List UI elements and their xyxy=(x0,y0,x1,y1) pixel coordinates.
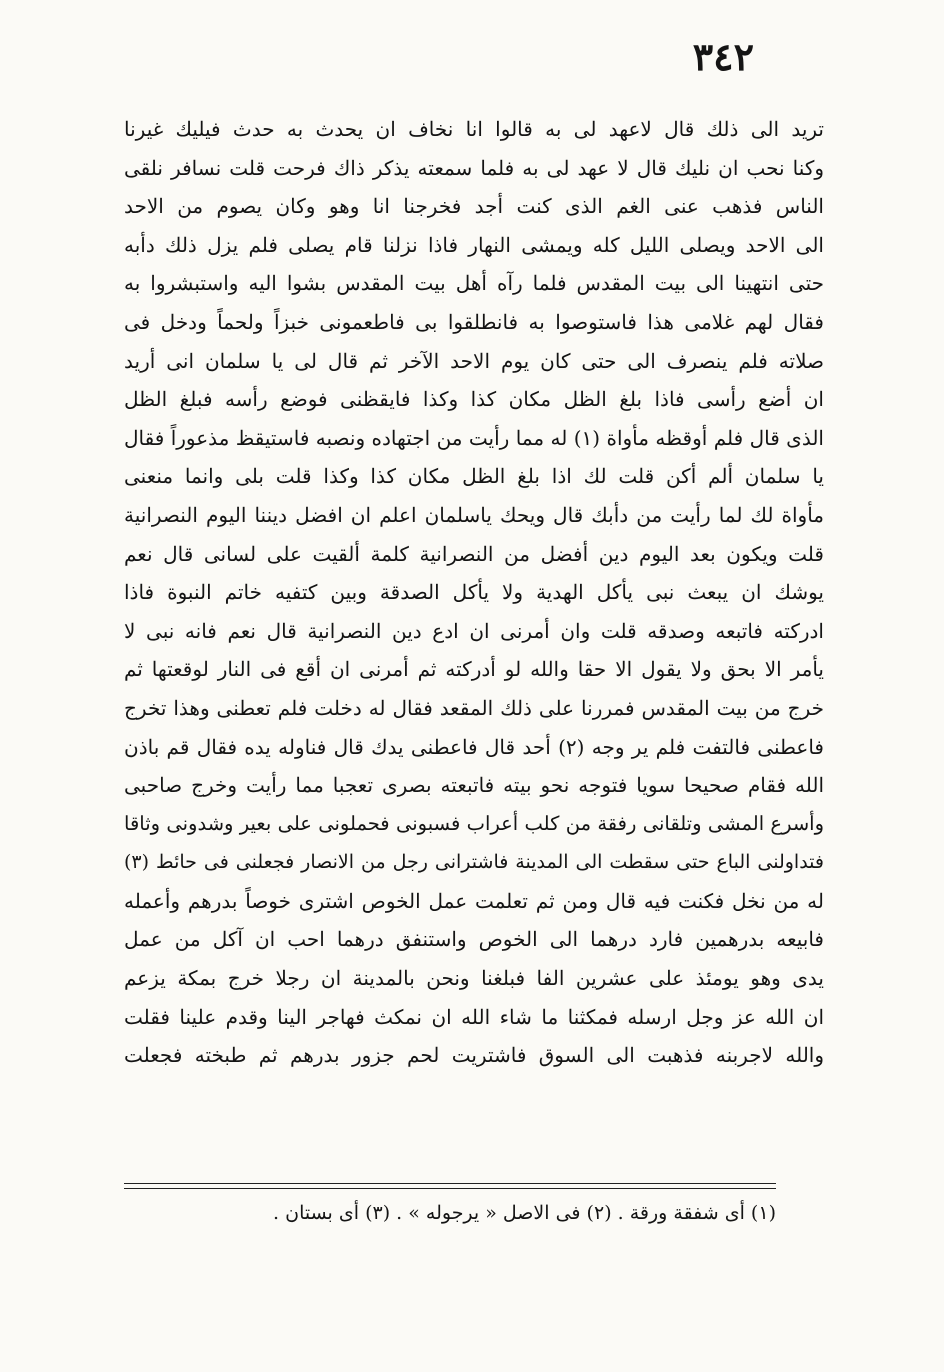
text-line: ادركته فاتبعه وصدقه قلت وان أمرنى ان ادع دين النصرانية قال نعم فانه نبى لا xyxy=(124,618,824,643)
text-line: خرج من بيت المقدس فمررنا على ذلك المقعد فقال له دخلت فلم تعطنى وهذا تخرج xyxy=(124,695,824,720)
text-line: صلاته فلم ينصرف الى حتى كان يوم الاحد الآخر ثم قال لى يا سلمان انى أريد xyxy=(124,348,824,373)
text-line: يأمر الا بحق ولا يقول الا حقا والله لو أدركته ثم أمرنى ان أقع فى النار لوقعتها ثم xyxy=(124,657,824,682)
page-number: ٣٤٢ xyxy=(692,34,754,79)
text-line: حتى انتهينا الى بيت المقدس فلما رآه أهل بيت المقدس بشوا اليه واستبشروا به xyxy=(124,271,824,296)
text-line: يا سلمان ألم أكن قلت لك اذا بلغ الظل مكان كذا وكذا قلت بلى وانما منعنى xyxy=(124,464,824,489)
text-line: تريد الى ذلك قال لاعهد لى به قالوا انا نخاف ان يحدث به حدث فيليك غيرنا xyxy=(124,117,824,141)
text-line: فتداولنى الباع حتى سقطت الى المدينة فاشترانى رجل من الانصار فجعلنى فى حائط (٣) xyxy=(124,851,824,874)
text-line: والله لاجربنه فذهبت الى السوق فاشتريت لحم جزور بدرهم ثم طبخته فجعلت xyxy=(124,1043,824,1068)
text-line: يدى وهو يومئذ على عشرين الفا فبلغنا ونحن بالمدينة ان رجلا خرج بمكة يزعم xyxy=(124,966,824,991)
text-line: الى الاحد ويصلى الليل كله ويمشى النهار فاذا نزلنا قام يصلى فلم يزل ذلك دأبه xyxy=(124,232,824,257)
text-line: له من نخل فكنت فيه قال ومن ثم تعلمت عمل الخوص اشترى خوصاً بدرهم وأعمله xyxy=(124,888,824,913)
text-line: فاعطنى فالتفت فلم ير وجه (٢) أحد قال فاعطنى يدك قال فناوله يده فقال قم باذن xyxy=(124,734,824,759)
body-text xyxy=(124,110,824,1075)
footnote-divider xyxy=(124,1188,776,1189)
text-line: الناس فذهب عنى الغم الذى كنت أجد فخرجنا انا وهو وكان يصوم من الاحد xyxy=(124,194,824,219)
text-line: مأواة لك لما رأيت من دأبك قال ويحك ياسلمان اعلم ان افضل ديننا اليوم النصرانية xyxy=(124,502,824,527)
text-line: ان أضع رأسى فاذا بلغ الظل مكان كذا وكذا فايقظنى فوضع رأسه فبلغ الظل xyxy=(124,387,824,412)
footnote-divider xyxy=(124,1183,776,1184)
text-line: الله فقام صحيحا سويا فتوجه نحو بيته فاتبعته بصرى تعجبا مما رأيت وخرج صاحبى xyxy=(124,773,824,798)
footnotes: (١) أى شفقة ورقة . (٢) فى الاصل « يرجوله » . (٣) أى بستان . xyxy=(273,1202,776,1224)
text-line: ان الله عز وجل ارسله فمكثنا ما شاء الله ان نمكث فهاجر الينا وقدم علينا فقلت xyxy=(124,1004,824,1029)
text-line: فقال لهم غلامى هذا فاستوصوا به فانطلقوا بى فاطعمونى خبزاً ولحماً ودخل فى xyxy=(124,309,824,334)
text-line: يوشك ان يبعث نبى يأكل الهدية ولا يأكل الصدقة وبين كتفيه خاتم النبوة فاذا xyxy=(124,580,824,605)
text-line: قلت ويكون بعد اليوم دين أفضل من النصرانية كلمة ألقيت على لسانى قال نعم xyxy=(124,541,824,566)
text-line: فابيعه بدرهمين فارد درهما الى الخوص واستنفق درهما احب ان آكل من عمل xyxy=(124,927,824,952)
text-line: وكنا نحب ان نليك قال لا عهد لى به فلما سمعته يذكر ذاك فرحت قلت نسافر نلقى xyxy=(124,155,824,180)
text-line: وأسرع المشى وتلقانى رفقة من كلب أعراب فسبونى فحملونى على بعير وشدونى وثاقا xyxy=(124,811,824,835)
text-line: الذى قال فلم أوقظه مأواة (١) له مما رأيت من اجتهاده ونصبه فاستيقظ مذعوراً فقال xyxy=(124,425,824,450)
